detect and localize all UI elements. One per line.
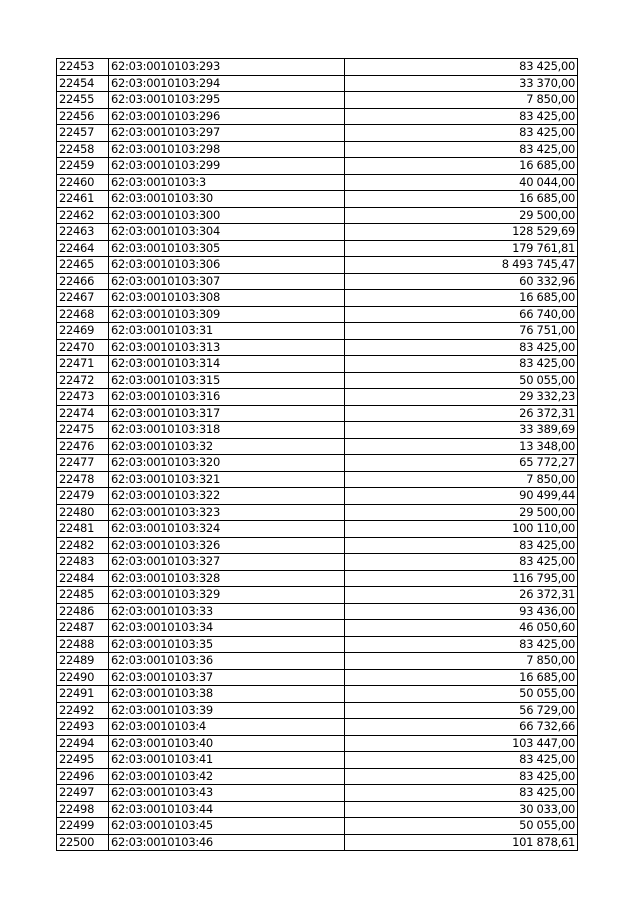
row-number-cell: 22476 xyxy=(57,438,109,455)
row-number-cell: 22496 xyxy=(57,768,109,785)
cadastral-number-cell: 62:03:0010103:39 xyxy=(109,702,345,719)
table-row xyxy=(57,818,578,835)
row-number-cell: 22486 xyxy=(57,603,109,620)
value-cell: 29 332,23 xyxy=(345,389,578,406)
cadastral-number-cell: 62:03:0010103:293 xyxy=(109,59,345,76)
value-cell: 16 685,00 xyxy=(345,158,578,175)
value-cell: 90 499,44 xyxy=(345,488,578,505)
value-cell: 83 425,00 xyxy=(345,785,578,802)
table-row xyxy=(57,801,578,818)
row-number-cell: 22497 xyxy=(57,785,109,802)
cadastral-number-cell: 62:03:0010103:320 xyxy=(109,455,345,472)
row-number-cell: 22464 xyxy=(57,240,109,257)
table-row xyxy=(57,768,578,785)
table-row xyxy=(57,570,578,587)
table-row xyxy=(57,785,578,802)
value-cell: 83 425,00 xyxy=(345,768,578,785)
value-cell: 16 685,00 xyxy=(345,191,578,208)
row-number-cell: 22480 xyxy=(57,504,109,521)
row-number-cell: 22474 xyxy=(57,405,109,422)
value-cell: 93 436,00 xyxy=(345,603,578,620)
cadastral-number-cell: 62:03:0010103:314 xyxy=(109,356,345,373)
cadastral-number-cell: 62:03:0010103:45 xyxy=(109,818,345,835)
cadastral-number-cell: 62:03:0010103:43 xyxy=(109,785,345,802)
cadastral-number-cell: 62:03:0010103:318 xyxy=(109,422,345,439)
row-number-cell: 22453 xyxy=(57,59,109,76)
row-number-cell: 22457 xyxy=(57,125,109,142)
row-number-cell: 22472 xyxy=(57,372,109,389)
row-number-cell: 22491 xyxy=(57,686,109,703)
table-row xyxy=(57,752,578,769)
value-cell: 50 055,00 xyxy=(345,372,578,389)
table-row xyxy=(57,323,578,340)
table-row xyxy=(57,537,578,554)
table-row xyxy=(57,108,578,125)
row-number-cell: 22467 xyxy=(57,290,109,307)
row-number-cell: 22460 xyxy=(57,174,109,191)
value-cell: 83 425,00 xyxy=(345,752,578,769)
table-row xyxy=(57,174,578,191)
cadastral-number-cell: 62:03:0010103:36 xyxy=(109,653,345,670)
value-cell: 26 372,31 xyxy=(345,587,578,604)
table-row xyxy=(57,554,578,571)
value-cell: 83 425,00 xyxy=(345,141,578,158)
table-row xyxy=(57,389,578,406)
cadastral-number-cell: 62:03:0010103:305 xyxy=(109,240,345,257)
value-cell: 7 850,00 xyxy=(345,471,578,488)
table-row xyxy=(57,405,578,422)
row-number-cell: 22488 xyxy=(57,636,109,653)
table-row xyxy=(57,191,578,208)
cadastral-number-cell: 62:03:0010103:46 xyxy=(109,834,345,851)
table-row xyxy=(57,257,578,274)
cadastral-number-cell: 62:03:0010103:35 xyxy=(109,636,345,653)
table-row xyxy=(57,834,578,851)
value-cell: 83 425,00 xyxy=(345,554,578,571)
table-row xyxy=(57,603,578,620)
table-row xyxy=(57,339,578,356)
row-number-cell: 22492 xyxy=(57,702,109,719)
row-number-cell: 22470 xyxy=(57,339,109,356)
value-cell: 30 033,00 xyxy=(345,801,578,818)
cadastral-number-cell: 62:03:0010103:40 xyxy=(109,735,345,752)
value-cell: 128 529,69 xyxy=(345,224,578,241)
value-cell: 100 110,00 xyxy=(345,521,578,538)
table-row xyxy=(57,290,578,307)
cadastral-value-table xyxy=(56,58,578,851)
table-row xyxy=(57,356,578,373)
row-number-cell: 22461 xyxy=(57,191,109,208)
table-row xyxy=(57,471,578,488)
table-row xyxy=(57,141,578,158)
row-number-cell: 22468 xyxy=(57,306,109,323)
value-cell: 33 389,69 xyxy=(345,422,578,439)
table-row xyxy=(57,422,578,439)
cadastral-number-cell: 62:03:0010103:42 xyxy=(109,768,345,785)
table-row xyxy=(57,59,578,76)
row-number-cell: 22458 xyxy=(57,141,109,158)
row-number-cell: 22490 xyxy=(57,669,109,686)
value-cell: 65 772,27 xyxy=(345,455,578,472)
value-cell: 66 732,66 xyxy=(345,719,578,736)
table-row xyxy=(57,702,578,719)
cadastral-number-cell: 62:03:0010103:297 xyxy=(109,125,345,142)
value-cell: 76 751,00 xyxy=(345,323,578,340)
value-cell: 8 493 745,47 xyxy=(345,257,578,274)
cadastral-number-cell: 62:03:0010103:313 xyxy=(109,339,345,356)
cadastral-number-cell: 62:03:0010103:316 xyxy=(109,389,345,406)
table-row xyxy=(57,240,578,257)
row-number-cell: 22454 xyxy=(57,75,109,92)
value-cell: 83 425,00 xyxy=(345,59,578,76)
cadastral-number-cell: 62:03:0010103:322 xyxy=(109,488,345,505)
value-cell: 179 761,81 xyxy=(345,240,578,257)
cadastral-number-cell: 62:03:0010103:328 xyxy=(109,570,345,587)
row-number-cell: 22463 xyxy=(57,224,109,241)
cadastral-number-cell: 62:03:0010103:294 xyxy=(109,75,345,92)
row-number-cell: 22478 xyxy=(57,471,109,488)
cadastral-number-cell: 62:03:0010103:41 xyxy=(109,752,345,769)
value-cell: 66 740,00 xyxy=(345,306,578,323)
table-row xyxy=(57,488,578,505)
value-cell: 7 850,00 xyxy=(345,92,578,109)
row-number-cell: 22487 xyxy=(57,620,109,637)
cadastral-number-cell: 62:03:0010103:31 xyxy=(109,323,345,340)
value-cell: 101 878,61 xyxy=(345,834,578,851)
row-number-cell: 22481 xyxy=(57,521,109,538)
cadastral-number-cell: 62:03:0010103:329 xyxy=(109,587,345,604)
table-row xyxy=(57,438,578,455)
value-cell: 26 372,31 xyxy=(345,405,578,422)
table-row xyxy=(57,653,578,670)
value-cell: 16 685,00 xyxy=(345,669,578,686)
cadastral-number-cell: 62:03:0010103:33 xyxy=(109,603,345,620)
value-cell: 29 500,00 xyxy=(345,504,578,521)
cadastral-number-cell: 62:03:0010103:304 xyxy=(109,224,345,241)
table-row xyxy=(57,669,578,686)
cadastral-number-cell: 62:03:0010103:4 xyxy=(109,719,345,736)
cadastral-number-cell: 62:03:0010103:38 xyxy=(109,686,345,703)
table-row xyxy=(57,92,578,109)
row-number-cell: 22500 xyxy=(57,834,109,851)
value-cell: 33 370,00 xyxy=(345,75,578,92)
cadastral-number-cell: 62:03:0010103:317 xyxy=(109,405,345,422)
row-number-cell: 22465 xyxy=(57,257,109,274)
table-row xyxy=(57,504,578,521)
value-cell: 83 425,00 xyxy=(345,537,578,554)
row-number-cell: 22477 xyxy=(57,455,109,472)
table-row xyxy=(57,224,578,241)
row-number-cell: 22456 xyxy=(57,108,109,125)
table-row xyxy=(57,455,578,472)
cadastral-number-cell: 62:03:0010103:37 xyxy=(109,669,345,686)
row-number-cell: 22462 xyxy=(57,207,109,224)
cadastral-number-cell: 62:03:0010103:295 xyxy=(109,92,345,109)
table-row xyxy=(57,158,578,175)
row-number-cell: 22455 xyxy=(57,92,109,109)
cadastral-number-cell: 62:03:0010103:296 xyxy=(109,108,345,125)
cadastral-number-cell: 62:03:0010103:299 xyxy=(109,158,345,175)
row-number-cell: 22484 xyxy=(57,570,109,587)
value-cell: 50 055,00 xyxy=(345,686,578,703)
cadastral-number-cell: 62:03:0010103:308 xyxy=(109,290,345,307)
cadastral-number-cell: 62:03:0010103:34 xyxy=(109,620,345,637)
row-number-cell: 22473 xyxy=(57,389,109,406)
cadastral-number-cell: 62:03:0010103:298 xyxy=(109,141,345,158)
cadastral-number-cell: 62:03:0010103:309 xyxy=(109,306,345,323)
row-number-cell: 22489 xyxy=(57,653,109,670)
table-row xyxy=(57,587,578,604)
cadastral-number-cell: 62:03:0010103:307 xyxy=(109,273,345,290)
value-cell: 40 044,00 xyxy=(345,174,578,191)
row-number-cell: 22479 xyxy=(57,488,109,505)
row-number-cell: 22485 xyxy=(57,587,109,604)
value-cell: 83 425,00 xyxy=(345,356,578,373)
cadastral-number-cell: 62:03:0010103:44 xyxy=(109,801,345,818)
value-cell: 103 447,00 xyxy=(345,735,578,752)
cadastral-number-cell: 62:03:0010103:3 xyxy=(109,174,345,191)
cadastral-number-cell: 62:03:0010103:30 xyxy=(109,191,345,208)
cadastral-number-cell: 62:03:0010103:321 xyxy=(109,471,345,488)
row-number-cell: 22495 xyxy=(57,752,109,769)
value-cell: 83 425,00 xyxy=(345,339,578,356)
row-number-cell: 22482 xyxy=(57,537,109,554)
row-number-cell: 22498 xyxy=(57,801,109,818)
value-cell: 16 685,00 xyxy=(345,290,578,307)
row-number-cell: 22469 xyxy=(57,323,109,340)
table-row xyxy=(57,75,578,92)
row-number-cell: 22459 xyxy=(57,158,109,175)
value-cell: 116 795,00 xyxy=(345,570,578,587)
row-number-cell: 22494 xyxy=(57,735,109,752)
cadastral-number-cell: 62:03:0010103:323 xyxy=(109,504,345,521)
row-number-cell: 22475 xyxy=(57,422,109,439)
value-cell: 83 425,00 xyxy=(345,108,578,125)
table-row xyxy=(57,273,578,290)
row-number-cell: 22471 xyxy=(57,356,109,373)
value-cell: 83 425,00 xyxy=(345,125,578,142)
cadastral-number-cell: 62:03:0010103:315 xyxy=(109,372,345,389)
row-number-cell: 22483 xyxy=(57,554,109,571)
cadastral-number-cell: 62:03:0010103:300 xyxy=(109,207,345,224)
table-row xyxy=(57,719,578,736)
table-body xyxy=(57,59,578,851)
table-row xyxy=(57,306,578,323)
table-row xyxy=(57,207,578,224)
value-cell: 56 729,00 xyxy=(345,702,578,719)
value-cell: 13 348,00 xyxy=(345,438,578,455)
table-row xyxy=(57,125,578,142)
cadastral-number-cell: 62:03:0010103:324 xyxy=(109,521,345,538)
value-cell: 29 500,00 xyxy=(345,207,578,224)
table-row xyxy=(57,521,578,538)
table-row xyxy=(57,735,578,752)
row-number-cell: 22499 xyxy=(57,818,109,835)
value-cell: 50 055,00 xyxy=(345,818,578,835)
row-number-cell: 22493 xyxy=(57,719,109,736)
cadastral-number-cell: 62:03:0010103:32 xyxy=(109,438,345,455)
table-row xyxy=(57,620,578,637)
cadastral-number-cell: 62:03:0010103:326 xyxy=(109,537,345,554)
value-cell: 46 050,60 xyxy=(345,620,578,637)
value-cell: 60 332,96 xyxy=(345,273,578,290)
row-number-cell: 22466 xyxy=(57,273,109,290)
value-cell: 7 850,00 xyxy=(345,653,578,670)
value-cell: 83 425,00 xyxy=(345,636,578,653)
cadastral-number-cell: 62:03:0010103:327 xyxy=(109,554,345,571)
cadastral-number-cell: 62:03:0010103:306 xyxy=(109,257,345,274)
table-row xyxy=(57,372,578,389)
table-row xyxy=(57,686,578,703)
table-row xyxy=(57,636,578,653)
